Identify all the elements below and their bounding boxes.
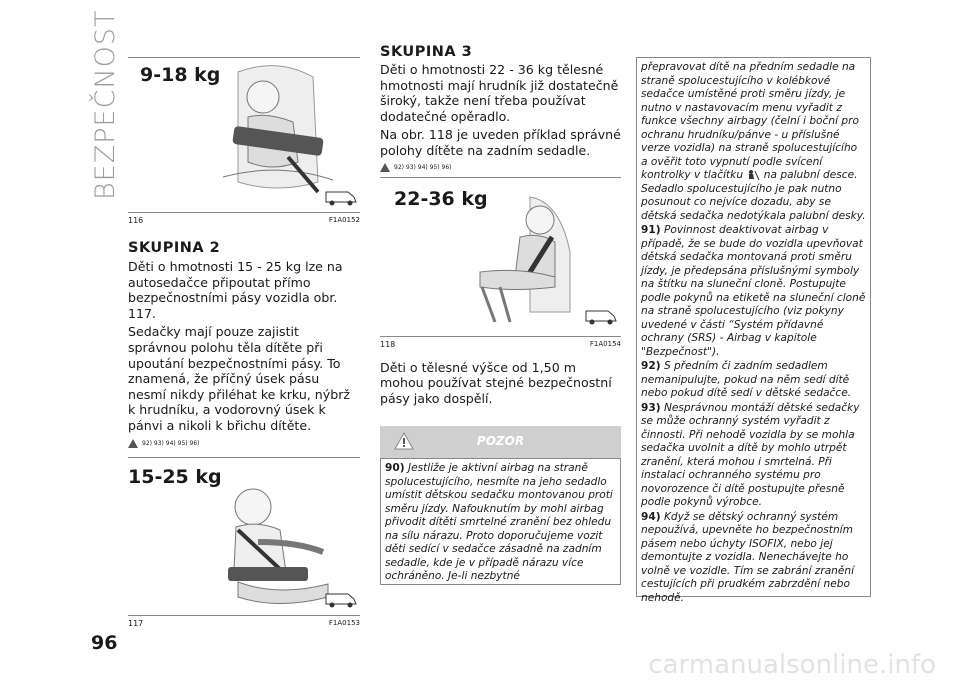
warning-text: Když se dětský ochranný systém nepoužívá, upevněte ho bezpečnostním pásem nebo úchyty ISOFIX, nebo jej demontujte z vozidla. Nenechávejte ho volně ve vozidle. Tím se zabrání zranění cestujících při prudkém zabrzdění nebo nehodě.: [641, 510, 855, 604]
warning-text: S předním či zadním sedadlem nemanipulujte, pokud na něm sedí dítě nebo pokud dítě sedí v dětské sedačce.: [641, 360, 852, 399]
child-seat-illustration: [218, 62, 338, 202]
figure-number: 118: [380, 339, 396, 349]
paragraph: Sedačky mají pouze zajistit správnou polohu těla dítěte při upoutání bezpečnostními pásy. To znamená, že příčný úsek pásu nesmí nikdy přiléhat ke krku, nýbrž k hrudníku, a vodorovný úsek k pánvi a nikoli k břichu dítěte.: [128, 324, 351, 433]
figure-116: [128, 57, 360, 212]
warning-header: [380, 426, 621, 458]
figure-title: 22-36 kg: [394, 187, 488, 210]
warning-continued: [641, 61, 866, 223]
warning-item: [641, 511, 866, 606]
warning-box: [380, 458, 621, 585]
warning-text: Nesprávnou montáží dětské sedačky se může ochranný systém vyřadit z činnosti. Při nehodě vozidla by se mohla sedačka uvolnit a dítě by mohlo utrpět zranění, která mohou i smrtelná. Při instalaci ochranného systému pro novorozence či dítě postupujte přesně podle pokynů výrobce.: [641, 401, 860, 508]
warning-text: Povinnost deaktivovat airbag v případě, že se bude do vozidla upevňovat dětská sedačka montovaná proti směru jízdy, je předepsána příslušnými symboly na štítku na sluneční cloně. Postupujte podle pokynů na etiketě na sluneční cloně na straně spolucestujícího (viz pokyny uvedené v části “Systém přídavné ochrany (SRS) - Airbag v kapitole "Bezpečnost").: [641, 224, 866, 358]
references-text: 92) 93) 94) 95) 96): [142, 439, 200, 447]
warning-item: [641, 402, 866, 510]
warning-number: 92): [641, 360, 661, 372]
booster-seat-illustration: [218, 472, 338, 612]
figure-title: 15-25 kg: [128, 465, 222, 488]
page-number: 96: [91, 632, 118, 654]
warning-text: na palubní desce. Sedadlo spolucestujícího je pak nutno posunout co nejvíce dozadu, aby se dětská sedačka nedotýkala palubní desky.: [641, 169, 866, 222]
warning-number: 94): [641, 510, 661, 523]
warning-triangle-icon: [128, 439, 138, 448]
heading-skupina-2: SKUPINA 2: [128, 240, 221, 256]
paragraph: Děti o hmotnosti 22 - 36 kg tělesné hmotnosti mají hrudník již dostatečně široký, takže není třeba používat dodatečné opěradlo.: [380, 62, 619, 124]
warning-references: [380, 163, 621, 172]
van-icon: [584, 307, 618, 325]
heading-skupina-3: SKUPINA 3: [380, 44, 473, 60]
column-2: [380, 44, 621, 585]
warning-number: 93): [641, 401, 661, 414]
figure-118-caption: [380, 336, 621, 350]
figure-118: [380, 177, 621, 336]
van-icon: [324, 590, 358, 608]
warning-text: přepravovat dítě na předním sedadle na straně spolucestujícího v kolébkové sedačce umístěné proti směru jízdy, je nutno v nastavovacím menu vyřadit z funkce všechny airbagy (čelní i boční pro ochranu hrudníku/pánve - u příslušné verze vozidla) na straně spolucestujícího a ověřit toto vypnutí podle svícení kontrolky v tlačítku: [641, 61, 859, 181]
figure-title: 9-18 kg: [140, 64, 221, 86]
figure-code: F1A0152: [328, 216, 360, 224]
van-icon: [324, 188, 358, 206]
figure-code: F1A0153: [328, 618, 360, 627]
figure-code: F1A0154: [589, 339, 621, 348]
figure-number: 116: [128, 216, 144, 225]
figure-number: 117: [128, 618, 144, 628]
side-title-text: BEZPEČNOST: [90, 9, 121, 200]
airbag-off-icon: [746, 169, 760, 181]
references-text: 92) 93) 94) 95) 96): [394, 163, 452, 171]
column-1: [128, 57, 360, 629]
paragraph: Děti o hmotnosti 15 - 25 kg lze na autosedačce připoutat přímo bezpečnostními pásy vozidla obr. 117.: [128, 259, 343, 321]
warning-number: 90): [385, 462, 405, 475]
figure-116-caption: [128, 212, 360, 226]
warning-item: [641, 224, 866, 359]
warning-item: [641, 360, 866, 401]
figure-117-caption: [128, 615, 360, 629]
paragraph: Děti o tělesné výšce od 1,50 m mohou používat stejné bezpečnostní pásy jako dospělí.: [380, 359, 612, 406]
warning-triangle-icon: [380, 163, 390, 172]
warning-references: [128, 439, 360, 448]
watermark: carmanualsonline.info: [648, 650, 936, 680]
figure-117: [128, 457, 360, 615]
child-with-belt-illustration: [460, 192, 580, 332]
paragraph: Na obr. 118 je uveden příklad správné polohy dítěte na zadním sedadle.: [380, 127, 621, 158]
warning-label: POZOR: [476, 434, 525, 449]
section-side-title: [88, 9, 128, 210]
warning-text: Jestliže je aktivní airbag na straně spolucestujícího, nesmíte na jeho sedadlo umístit dětskou sedačku montovanou proti směru jízdy. Nafouknutím by mohl airbag přivodit dítěti smrtelné zranění bez ohledu na sílu nárazu. Proto doporučujeme vozit děti sedící v sedačce zásadně na zadním sedadle, kde je v případě nárazu více ochráněno. Je-li nezbytné: [385, 462, 613, 583]
column-3-warnings: [636, 57, 871, 604]
warning-number: 91): [641, 224, 661, 236]
